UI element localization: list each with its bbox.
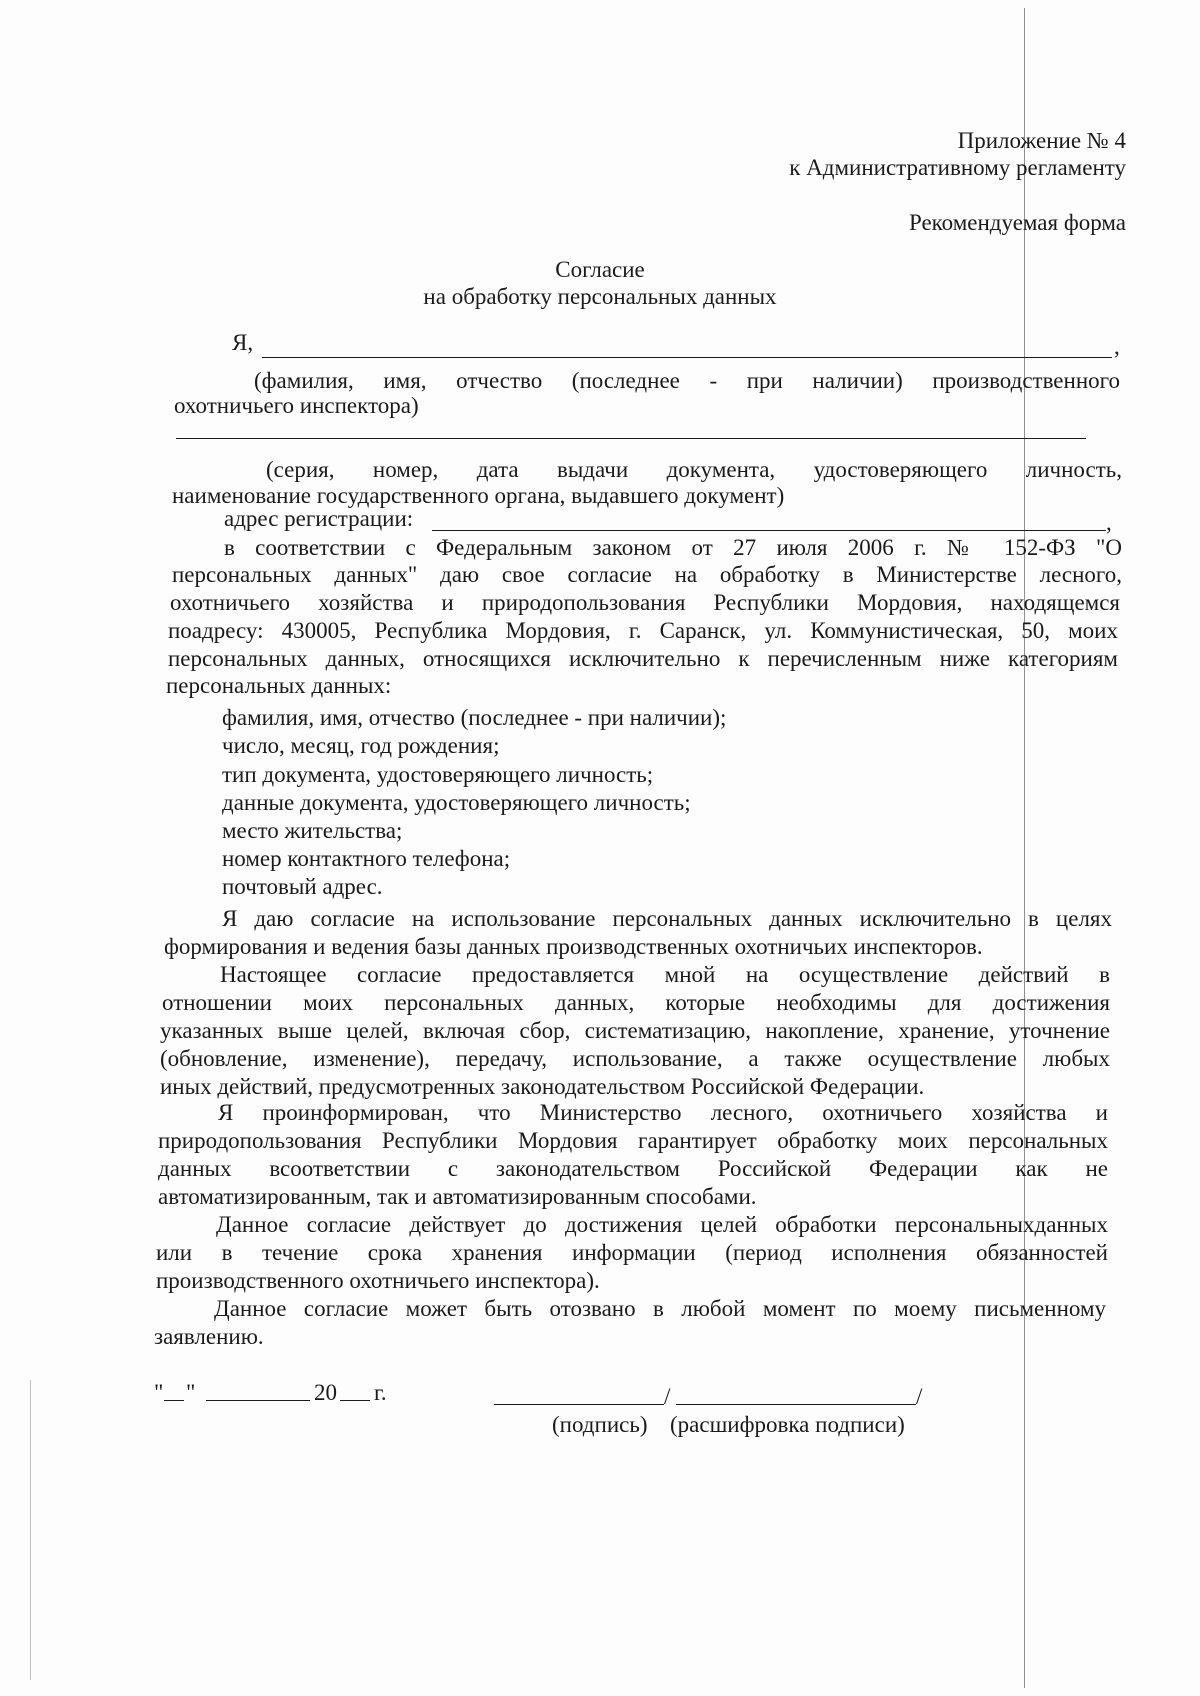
p1-line3: охотничьего хозяйства и природопользования Республики Мордовия, находящемся	[170, 590, 1120, 615]
address-label: адрес регистрации:	[224, 506, 414, 531]
p5-line3: производственного охотничьего инспектора).	[156, 1268, 600, 1293]
p3-line3: указанных выше целей, включая сбор, систематизацию, накопление, хранение, уточнение	[160, 1018, 1110, 1043]
p5-line2: или в течение срока хранения информации (период исполнения обязанностей	[156, 1240, 1108, 1265]
i-label: Я,	[232, 330, 254, 355]
p2-line2: формирования и ведения базы данных производственных охотничьих инспекторов.	[164, 934, 983, 959]
date-month-blank[interactable]	[206, 1400, 310, 1401]
doc-hint-line1: (серия, номер, дата выдачи документа, удостоверяющего личность,	[266, 457, 1122, 482]
p4-line1: Я проинформирован, что Министерство лесного, охотничьего хозяйства и	[218, 1100, 1108, 1125]
regulation-label: к Административному регламенту	[789, 155, 1126, 180]
category-item: данные документа, удостоверяющего личность;	[222, 790, 691, 815]
signature-slash2: /	[916, 1384, 923, 1409]
address-comma: ,	[1106, 510, 1112, 535]
doc-hint-line2: наименование государственного органа, выдавшего документ)	[172, 483, 785, 508]
p1-line6: персональных данных:	[166, 673, 392, 698]
year-prefix: 20	[314, 1380, 337, 1405]
category-item: номер контактного телефона;	[222, 846, 511, 871]
p3-line2: отношении моих персональных данных, которые необходимы для достижения	[162, 990, 1110, 1015]
date-day-blank[interactable]	[164, 1400, 184, 1401]
category-item: почтовый адрес.	[222, 874, 383, 899]
category-item: место жительства;	[222, 818, 403, 843]
name-hint-line2: охотничьего инспектора)	[174, 393, 419, 418]
name-blank-line[interactable]	[262, 357, 1112, 358]
year-suffix: г.	[374, 1380, 387, 1405]
p1-line2: персональных данных" даю свое согласие на обработку в Министерстве лесного,	[172, 562, 1122, 587]
scan-edge-line	[30, 1380, 32, 1680]
title-line1: Согласие	[555, 257, 645, 282]
appendix-label: Приложение № 4	[957, 128, 1126, 153]
signature-label: (подпись)	[552, 1412, 648, 1437]
name-comma: ,	[1114, 334, 1120, 359]
p6-line2: заявлению.	[154, 1324, 264, 1349]
p2-line1: Я даю согласие на использование персональных данных исключительно в целях	[222, 906, 1112, 931]
decode-label: (расшифровка подписи)	[670, 1412, 905, 1437]
signature-slash1: /	[664, 1384, 671, 1409]
signature-blank[interactable]	[494, 1404, 664, 1405]
date-quote-open: "	[154, 1380, 164, 1405]
p6-line1: Данное согласие может быть отозвано в любой момент по моему письменному	[214, 1296, 1106, 1321]
form-note: Рекомендуемая форма	[908, 210, 1126, 235]
p4-line3: данных всоответствии с законодательством Российской Федерации как не	[158, 1156, 1108, 1181]
p1-line5: персональных данных, относящихся исключительно к перечисленным ниже категориям	[168, 646, 1118, 671]
title-line2: на обработку персональных данных	[423, 284, 777, 309]
p4-line2: природопользования Республики Мордовия гарантирует обработку моих персональных	[158, 1128, 1108, 1153]
category-item: фамилия, имя, отчество (последнее - при наличии);	[222, 705, 727, 730]
p3-line4: (обновление, изменение), передачу, использование, а также осуществление любых	[160, 1046, 1110, 1071]
date-year-blank[interactable]	[340, 1400, 370, 1401]
address-blank-line[interactable]	[432, 530, 1106, 531]
decode-blank[interactable]	[676, 1404, 916, 1405]
category-item: тип документа, удостоверяющего личность;	[222, 762, 654, 787]
category-item: число, месяц, год рождения;	[222, 733, 500, 758]
p5-line1: Данное согласие действует до достижения целей обработки персональныхданных	[216, 1212, 1108, 1237]
p1-line1: в соответствии с Федеральным законом от 27 июля 2006 г. № 152-ФЗ "О	[224, 535, 1122, 560]
p3-line5: иных действий, предусмотренных законодательством Российской Федерации.	[160, 1074, 925, 1099]
date-quote-close: "	[186, 1380, 196, 1405]
document-blank-line[interactable]	[176, 438, 1086, 439]
p1-line4: поадресу: 430005, Республика Мордовия, г. Саранск, ул. Коммунистическая, 50, моих	[168, 618, 1118, 643]
p3-line1: Настоящее согласие предоставляется мной на осуществление действий в	[220, 962, 1110, 987]
p4-line4: автоматизированным, так и автоматизированным способами.	[158, 1184, 757, 1209]
name-hint-line1: (фамилия, имя, отчество (последнее - при наличии) производственного	[254, 368, 1120, 393]
